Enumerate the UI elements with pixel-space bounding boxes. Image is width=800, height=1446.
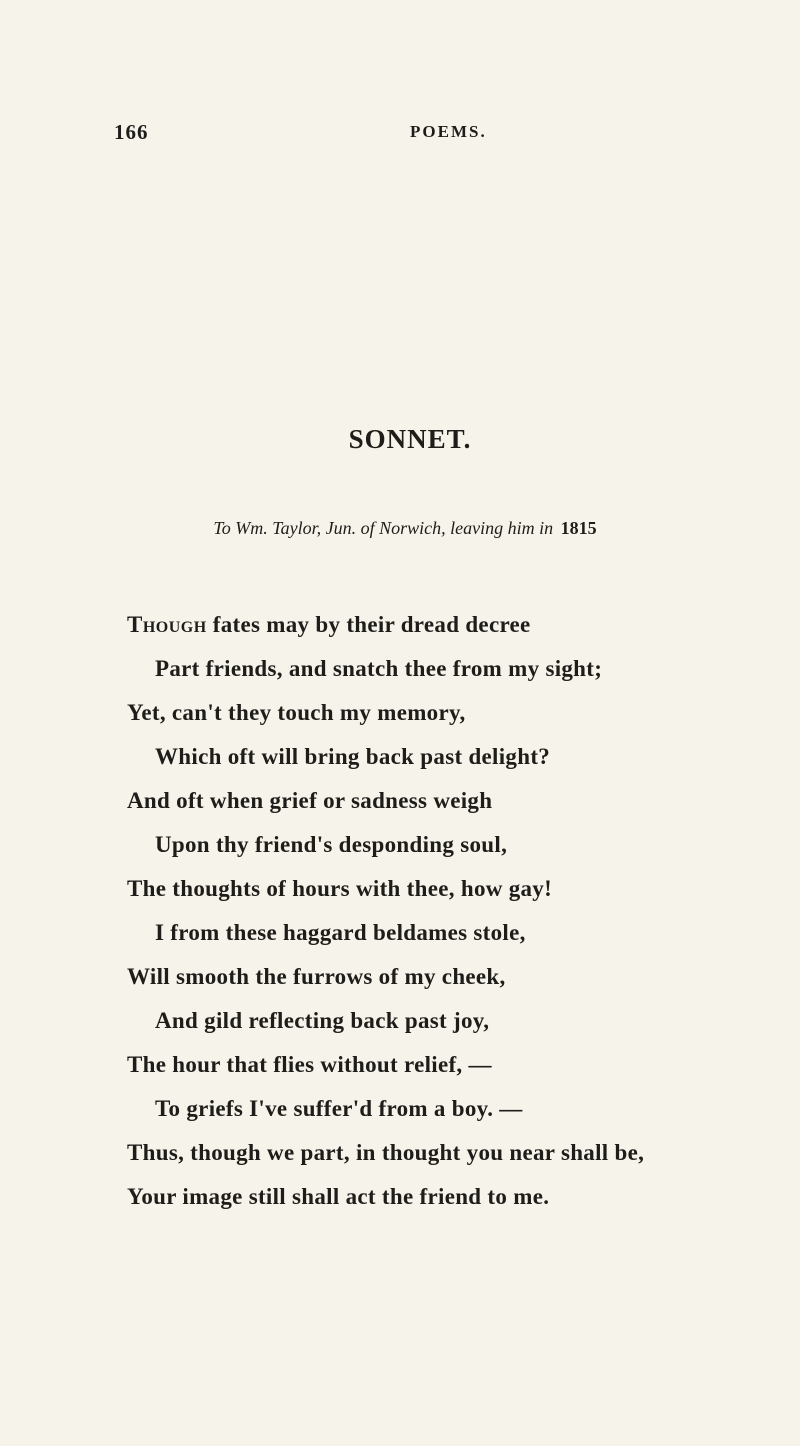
page-number: 166 (114, 120, 149, 144)
poem-line-10: And gild reflecting back past joy, (155, 1008, 490, 1033)
poem-line-13: Thus, though we part, in thought you near shall be, (127, 1140, 645, 1165)
poem-dedication (0, 518, 800, 539)
first-word: Though (127, 612, 207, 637)
poem-line-3: Yet, can't they touch my memory, (127, 700, 466, 725)
running-title: POEMS. (410, 122, 487, 141)
poem-line-7: The thoughts of hours with thee, how gay! (127, 876, 553, 901)
poem-line-14: Your image still shall act the friend to me. (127, 1184, 550, 1209)
poem-line-8: I from these haggard beldames stole, (155, 920, 526, 945)
poem-line-5: And oft when grief or sadness weigh (127, 788, 493, 813)
dedication-text: To Wm. Taylor, Jun. of Norwich, leaving him in (213, 518, 554, 538)
dedication-year: 1815 (560, 518, 597, 538)
poem-line-6: Upon thy friend's desponding soul, (155, 832, 508, 857)
poem-line-11: The hour that flies without relief, — (127, 1052, 492, 1077)
poem-line-9: Will smooth the furrows of my cheek, (127, 964, 506, 989)
poem-line-1-text: fates may by their dread decree (206, 612, 531, 637)
poem-line-4: Which oft will bring back past delight? (155, 744, 551, 769)
poem-line-2: Part friends, and snatch thee from my sight; (155, 656, 603, 681)
poem-line-1 (127, 611, 531, 639)
poem-title: SONNET. (348, 424, 472, 454)
running-head (110, 120, 670, 150)
poem-line-12: To griefs I've suffer'd from a boy. — (155, 1096, 523, 1121)
